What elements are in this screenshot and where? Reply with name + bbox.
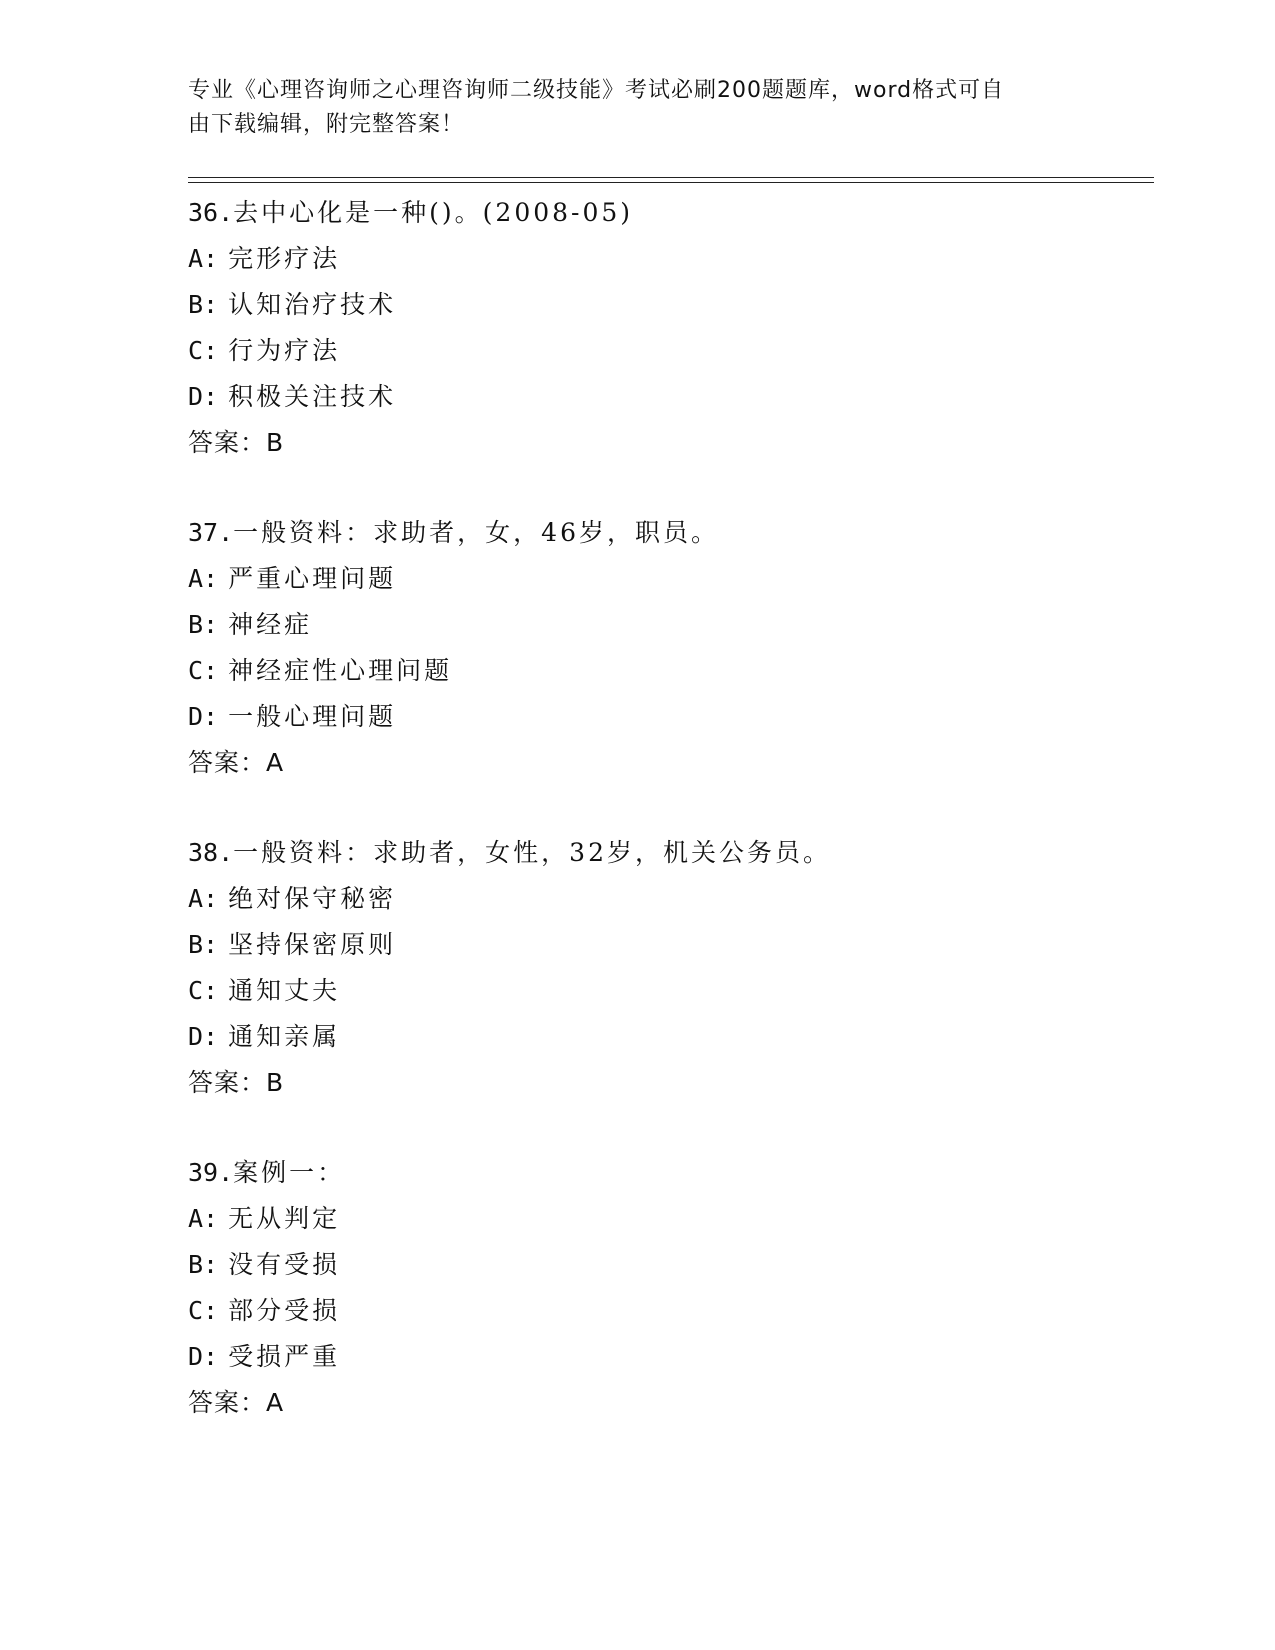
option-text: 神经症性心理问题 (228, 656, 453, 685)
question-number: 36. (188, 198, 234, 227)
option-d (188, 694, 1188, 740)
question-block (188, 510, 1188, 786)
option-label: B: (188, 290, 219, 319)
question-stem (188, 510, 1188, 556)
header-line-1: 专业《心理咨询师之心理咨询师二级技能》考试必刷200题题库，word格式可自 (188, 78, 1005, 103)
option-text: 严重心理问题 (228, 564, 397, 593)
option-label: A: (188, 564, 219, 593)
option-text: 积极关注技术 (228, 382, 397, 411)
option-label: B: (188, 610, 219, 639)
option-a (188, 1196, 1188, 1242)
option-text: 完形疗法 (228, 244, 341, 273)
option-d (188, 374, 1188, 420)
question-text: 一般资料：求助者，女，46岁，职员。 (233, 518, 719, 547)
option-text: 部分受损 (228, 1296, 341, 1325)
option-label: C: (188, 336, 219, 365)
question-number: 37. (188, 518, 234, 547)
option-label: D: (188, 1342, 219, 1371)
question-number: 39. (188, 1158, 234, 1187)
option-text: 无从判定 (228, 1204, 341, 1233)
option-a (188, 876, 1188, 922)
option-label: A: (188, 244, 219, 273)
question-block (188, 830, 1188, 1106)
question-stem (188, 1150, 1188, 1196)
option-c (188, 328, 1188, 374)
answer-line: 答案：B (188, 1068, 285, 1097)
question-number: 38. (188, 838, 234, 867)
option-a (188, 236, 1188, 282)
option-text: 没有受损 (228, 1250, 341, 1279)
option-c (188, 648, 1188, 694)
option-label: A: (188, 884, 219, 913)
option-text: 通知丈夫 (228, 976, 341, 1005)
question-block (188, 1150, 1188, 1426)
question-block (188, 190, 1188, 466)
option-b (188, 602, 1188, 648)
option-a (188, 556, 1188, 602)
option-text: 受损严重 (228, 1342, 341, 1371)
option-text: 神经症 (228, 610, 313, 639)
option-text: 一般心理问题 (228, 702, 397, 731)
option-label: C: (188, 1296, 219, 1325)
option-b (188, 1242, 1188, 1288)
document-header (188, 74, 1068, 142)
option-c (188, 968, 1188, 1014)
answer-line: 答案：A (188, 748, 285, 777)
option-label: C: (188, 976, 219, 1005)
option-label: D: (188, 382, 219, 411)
option-label: D: (188, 1022, 219, 1051)
option-text: 坚持保密原则 (228, 930, 397, 959)
option-d (188, 1014, 1188, 1060)
question-text: 案例一： (233, 1158, 346, 1187)
option-b (188, 922, 1188, 968)
option-label: C: (188, 656, 219, 685)
option-text: 认知治疗技术 (228, 290, 397, 319)
option-text: 绝对保守秘密 (228, 884, 397, 913)
header-divider-bottom (188, 182, 1154, 183)
option-label: B: (188, 930, 219, 959)
option-text: 行为疗法 (228, 336, 341, 365)
option-c (188, 1288, 1188, 1334)
question-stem (188, 190, 1188, 236)
option-text: 通知亲属 (228, 1022, 341, 1051)
option-label: D: (188, 702, 219, 731)
answer-line: 答案：B (188, 428, 285, 457)
option-label: A: (188, 1204, 219, 1233)
header-line-2: 由下载编辑，附完整答案！ (188, 112, 465, 137)
question-text: 去中心化是一种()。(2008-05) (233, 198, 634, 227)
answer-line: 答案：A (188, 1388, 285, 1417)
option-label: B: (188, 1250, 219, 1279)
question-text: 一般资料：求助者，女性，32岁，机关公务员。 (233, 838, 831, 867)
header-divider-top (188, 177, 1154, 178)
option-d (188, 1334, 1188, 1380)
question-stem (188, 830, 1188, 876)
option-b (188, 282, 1188, 328)
